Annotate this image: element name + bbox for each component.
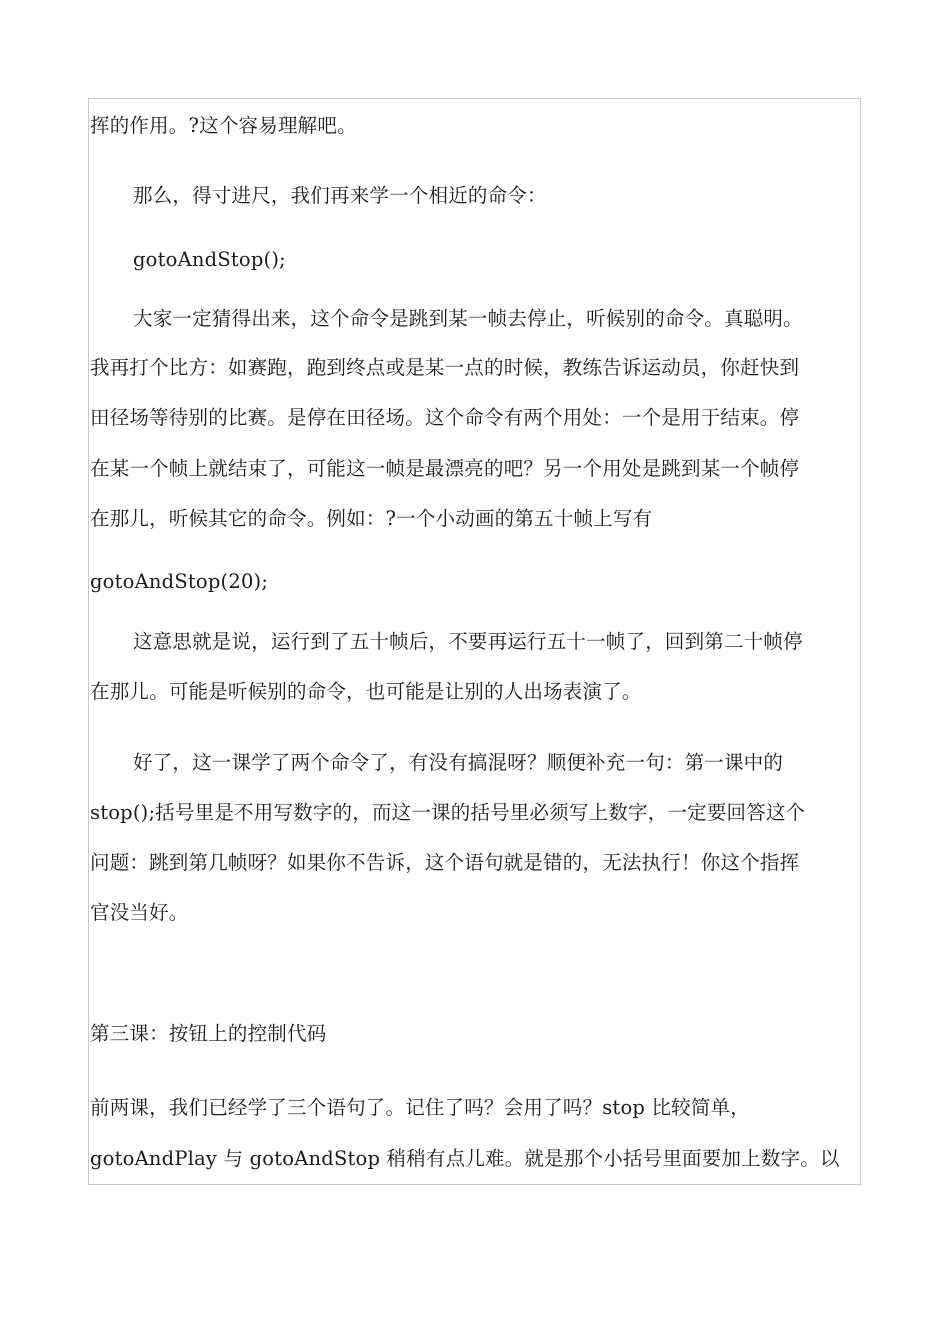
code-line-goto-and-stop: gotoAndStop(); bbox=[133, 248, 286, 271]
text-line-14: 问题：跳到第几帧呀？如果你不告诉，这个语句就是错的，无法执行！你这个指挥 bbox=[90, 851, 800, 874]
text-line-7: 在某一个帧上就结束了，可能这一帧是最漂亮的吧？另一个用处是跳到某一个帧停 bbox=[90, 457, 800, 480]
text-line-17: 前两课，我们已经学了三个语句了。记住了吗？会用了吗？stop 比较简单， bbox=[90, 1096, 750, 1119]
section-heading-lesson-3: 第三课：按钮上的控制代码 bbox=[90, 1022, 327, 1045]
text-line-13: stop();括号里是不用写数字的，而这一课的括号里必须写上数字，一定要回答这个 bbox=[90, 801, 806, 824]
text-line-11: 在那儿。可能是听候别的命令，也可能是让别的人出场表演了。 bbox=[90, 680, 642, 703]
text-line-2: 那么，得寸进尺，我们再来学一个相近的命令： bbox=[133, 184, 547, 207]
text-line-18: gotoAndPlay 与 gotoAndStop 稍稍有点儿难。就是那个小括号里面要加上数字。以 bbox=[90, 1147, 840, 1170]
text-line-10: 这意思就是说，运行到了五十帧后，不要再运行五十一帧了，回到第二十帧停 bbox=[133, 630, 803, 653]
text-line-5: 我再打个比方：如赛跑，跑到终点或是某一点的时候，教练告诉运动员，你赶快到 bbox=[90, 356, 800, 379]
code-line-goto-and-stop-20: gotoAndStop(20); bbox=[90, 570, 269, 593]
text-line-4: 大家一定猜得出来，这个命令是跳到某一帧去停止，听候别的命令。真聪明。 bbox=[133, 307, 803, 330]
text-line-6: 田径场等待别的比赛。是停在田径场。这个命令有两个用处：一个是用于结束。停 bbox=[90, 406, 800, 429]
text-line-15: 官没当好。 bbox=[90, 901, 189, 924]
text-line-1: 挥的作用。?这个容易理解吧。 bbox=[90, 114, 357, 137]
text-line-8: 在那儿，听候其它的命令。例如：?一个小动画的第五十帧上写有 bbox=[90, 507, 653, 530]
text-line-12: 好了，这一课学了两个命令了，有没有搞混呀？顺便补充一句：第一课中的 bbox=[133, 751, 784, 774]
